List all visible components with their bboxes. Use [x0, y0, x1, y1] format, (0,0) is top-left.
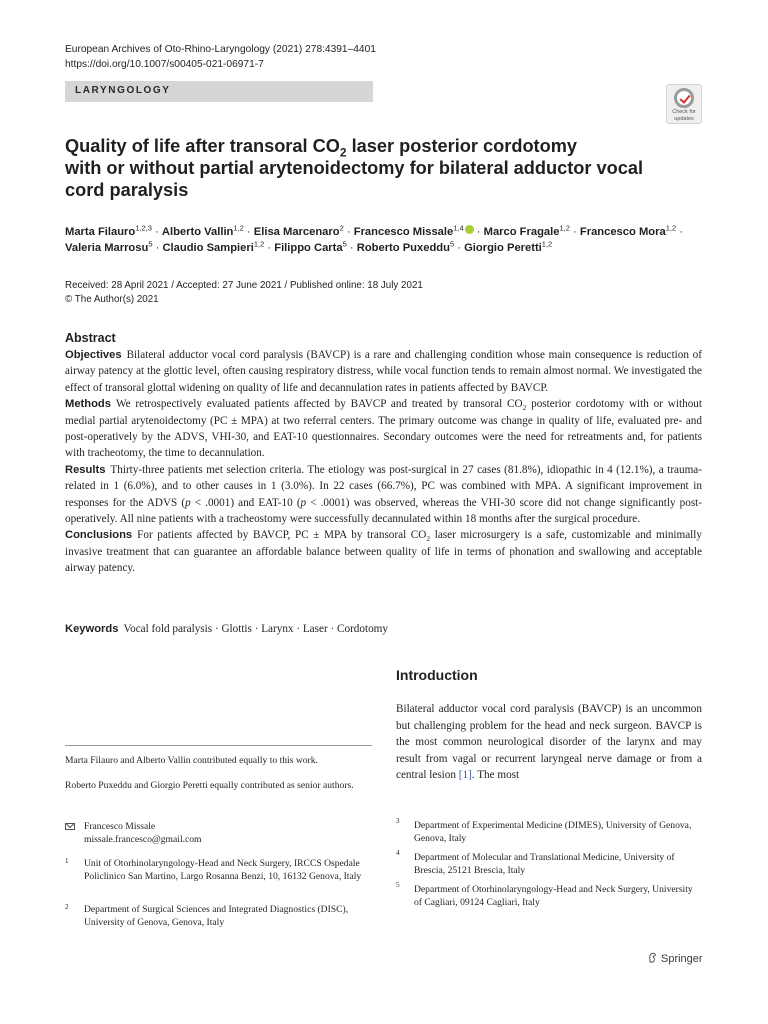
- conclusions-subscript: 2: [426, 534, 431, 544]
- orcid-icon[interactable]: [465, 225, 474, 234]
- author-name[interactable]: Giorgio Peretti: [464, 242, 542, 254]
- affiliation: Department of Molecular and Translational Medicine, University of Brescia, 25121 Brescia, Italy: [414, 852, 675, 876]
- abstract-objectives: [65, 347, 702, 396]
- affiliation-number: 3: [396, 817, 400, 825]
- author-affiliation-marker: 1,2: [541, 239, 553, 249]
- affiliation: Department of Experimental Medicine (DIMES), University of Genova, Genova, Italy: [414, 820, 692, 844]
- check-updates-label-2: updates: [674, 116, 694, 122]
- corresponding-author-name: Francesco Missale: [84, 821, 156, 832]
- journal-citation: European Archives of Oto-Rhino-Laryngology (2021) 278:4391–4401: [65, 44, 376, 55]
- keywords-text: Vocal fold paralysis · Glottis · Larynx · Laser · Cordotomy: [123, 623, 388, 635]
- author-list: [65, 224, 705, 256]
- section-banner: [65, 81, 373, 102]
- author-name[interactable]: Francesco Missale: [353, 226, 454, 238]
- citation-link[interactable]: [1]: [458, 769, 472, 782]
- author-affiliation-marker: 1,2: [665, 223, 677, 233]
- affiliation-number: 1: [65, 857, 69, 865]
- author-affiliation-marker: 1,2: [559, 223, 570, 233]
- title-part-2: laser posterior cordotomy: [346, 136, 578, 156]
- author-separator: ·: [676, 226, 683, 238]
- methods-text-a: We retrospectively evaluated patients affected by BAVCP and treated by transoral CO: [116, 398, 523, 411]
- methods-text-b: posterior cordotomy with or without medial partial arytenoidectomy (PC ± MPA) at two referral centers. The primary outcome was change in quality of life, evaluated pre- and post-operatively by the ADVS, VHI-30, and EAT-10 questionnaires. Secondary outcomes were the need for retreatments and, for patients with tracheotomy, the time to decannulation.: [65, 398, 702, 460]
- affiliation: Unit of Otorhinolaryngology-Head and Neck Surgery, IRCCS Ospedale Policlinico San Martino, Largo Rosanna Benzi, 10, 16132 Genova, Italy: [84, 858, 362, 882]
- abstract: [65, 331, 702, 577]
- author-separator: ·: [152, 242, 163, 254]
- equal-contribution-note: Marta Filauro and Alberto Vallin contributed equally to this work.: [65, 755, 318, 766]
- check-updates-label-1: Check for: [672, 109, 696, 115]
- author-name[interactable]: Claudio Sampieri: [162, 242, 254, 254]
- corresponding-author-email[interactable]: missale.francesco@gmail.com: [84, 834, 202, 845]
- affiliation: Department of Otorhinolaryngology-Head and Neck Surgery, University of Cagliari, 09124 Cagliari, Italy: [414, 884, 693, 908]
- author-separator: ·: [569, 226, 580, 238]
- title-part-1: Quality of life after transoral CO: [65, 136, 340, 156]
- results-label: Results: [65, 463, 106, 476]
- author-affiliation-marker: 1,2: [233, 223, 244, 233]
- author-name[interactable]: Elisa Marcenaro: [253, 226, 340, 238]
- section-label: LARYNGOLOGY: [75, 85, 171, 96]
- author-name[interactable]: Francesco Mora: [579, 226, 666, 238]
- affiliation-number: 4: [396, 849, 400, 857]
- springer-horse-icon: [648, 952, 657, 963]
- author-name[interactable]: Alberto Vallin: [161, 226, 234, 238]
- author-separator: ·: [343, 226, 354, 238]
- title-subscript: 2: [339, 145, 347, 160]
- author-name[interactable]: Roberto Puxeddu: [356, 242, 450, 254]
- article-title: [65, 135, 665, 201]
- author-affiliation-marker: 5: [449, 239, 455, 249]
- abstract-conclusions: [65, 527, 702, 576]
- results-text-a: Thirty-three patients met selection criteria. The etiology was post-surgical in 27 cases (81.8%), idiopathic in 4 (12.1%), a trauma-related in 1 (6.0%), and to other causes in 1 (3.0%). In 22 cases (66.7%), PC was combined with MPA. A significant improvement in responses for the ADVS (: [65, 463, 702, 509]
- author-affiliation-marker: 1,4: [453, 223, 464, 233]
- conclusions-text-b: laser microsurgery is a safe, customizable and minimally invasive treatment that can guarantee an affordable balance between quality of life in terms of phonation and swallowing and acceptable airway patency.: [65, 529, 702, 575]
- title-line-3: cord paralysis: [65, 180, 189, 200]
- results-text-b: < .0001) and EAT-10 (: [190, 496, 301, 509]
- author-affiliation-marker: 1,2,3: [135, 223, 152, 233]
- affiliation-number: 5: [396, 881, 400, 889]
- author-name[interactable]: Filippo Carta: [274, 242, 343, 254]
- objectives-text: Bilateral adductor vocal cord paralysis (BAVCP) is a rare and challenging condition whose main consequence is reduction of airway patency at the glottic level, often causing respiratory distress, while vocal function tends to remain almost normal. We investigated the effect of transoral glottal widening on quality of life and decannulation rates in patients affected by BAVCP.: [65, 349, 702, 394]
- corresponding-author: [84, 820, 374, 846]
- check-for-updates-badge[interactable]: [666, 84, 702, 124]
- footnote-divider: [65, 745, 372, 746]
- email-icon: [65, 823, 75, 830]
- doi-link[interactable]: https://doi.org/10.1007/s00405-021-06971-7: [65, 59, 264, 70]
- check-for-updates-icon: [674, 88, 694, 108]
- author-separator: ·: [473, 226, 484, 238]
- author-separator: ·: [243, 226, 254, 238]
- publisher-logo: [648, 952, 703, 966]
- author-affiliation-marker: 1,2: [253, 239, 265, 249]
- author-name[interactable]: Marta Filauro: [65, 226, 136, 238]
- affiliation: Department of Surgical Sciences and Integrated Diagnostics (DISC), University of Genova, Genova, Italy: [84, 904, 349, 928]
- conclusions-label: Conclusions: [65, 529, 133, 542]
- author-separator: ·: [264, 242, 275, 254]
- author-separator: ·: [151, 226, 162, 238]
- keywords-label: Keywords: [65, 623, 119, 635]
- intro-text-a: Bilateral adductor vocal cord paralysis (BAVCP) is an uncommon but challenging problem for the head and neck surgeon. BAVCP is the most common neurological disorder of the larynx and may result from vagal or recurrent laryngeal nerve damage or from a central lesion: [396, 703, 702, 782]
- results-text-c: < .0001) was observed, whereas the VHI-30 score did not change significantly post-operatively. All nine patients with a tracheostomy were successfully decannulated within 18 months after the surgical procedure.: [65, 496, 703, 526]
- copyright-line: © The Author(s) 2021: [65, 294, 159, 305]
- title-line-2: with or without partial arytenoidectomy for bilateral adductor vocal: [65, 158, 644, 178]
- keywords: [65, 621, 705, 637]
- author-separator: ·: [454, 242, 465, 254]
- introduction-body: [396, 701, 702, 784]
- author-affiliation-marker: 2: [339, 223, 344, 233]
- intro-text-b: . The most: [471, 769, 520, 782]
- conclusions-text-a: For patients affected by BAVCP, PC ± MPA by transoral CO: [137, 529, 427, 542]
- abstract-heading: Abstract: [65, 331, 116, 345]
- author-name[interactable]: Marco Fragale: [483, 226, 560, 238]
- methods-label: Methods: [65, 398, 111, 411]
- author-separator: ·: [346, 242, 357, 254]
- publication-history: Received: 28 April 2021 / Accepted: 27 June 2021 / Published online: 18 July 2021: [65, 280, 423, 291]
- p-value-symbol-1: p: [185, 496, 191, 509]
- article-dates: [65, 279, 423, 307]
- methods-subscript: 2: [522, 403, 527, 413]
- journal-header: [65, 42, 376, 72]
- affiliation-number: 2: [65, 903, 69, 911]
- objectives-label: Objectives: [65, 349, 122, 361]
- abstract-methods: [65, 396, 702, 462]
- author-affiliation-marker: 5: [148, 239, 153, 249]
- author-name[interactable]: Valeria Marrosu: [65, 242, 149, 254]
- introduction-heading: Introduction: [396, 667, 478, 683]
- p-value-symbol-2: p: [300, 496, 307, 509]
- abstract-results: [65, 462, 702, 528]
- author-affiliation-marker: 5: [342, 239, 347, 249]
- publisher-name: Springer: [661, 953, 703, 965]
- senior-author-note: Roberto Puxeddu and Giorgio Peretti equally contributed as senior authors.: [65, 780, 354, 791]
